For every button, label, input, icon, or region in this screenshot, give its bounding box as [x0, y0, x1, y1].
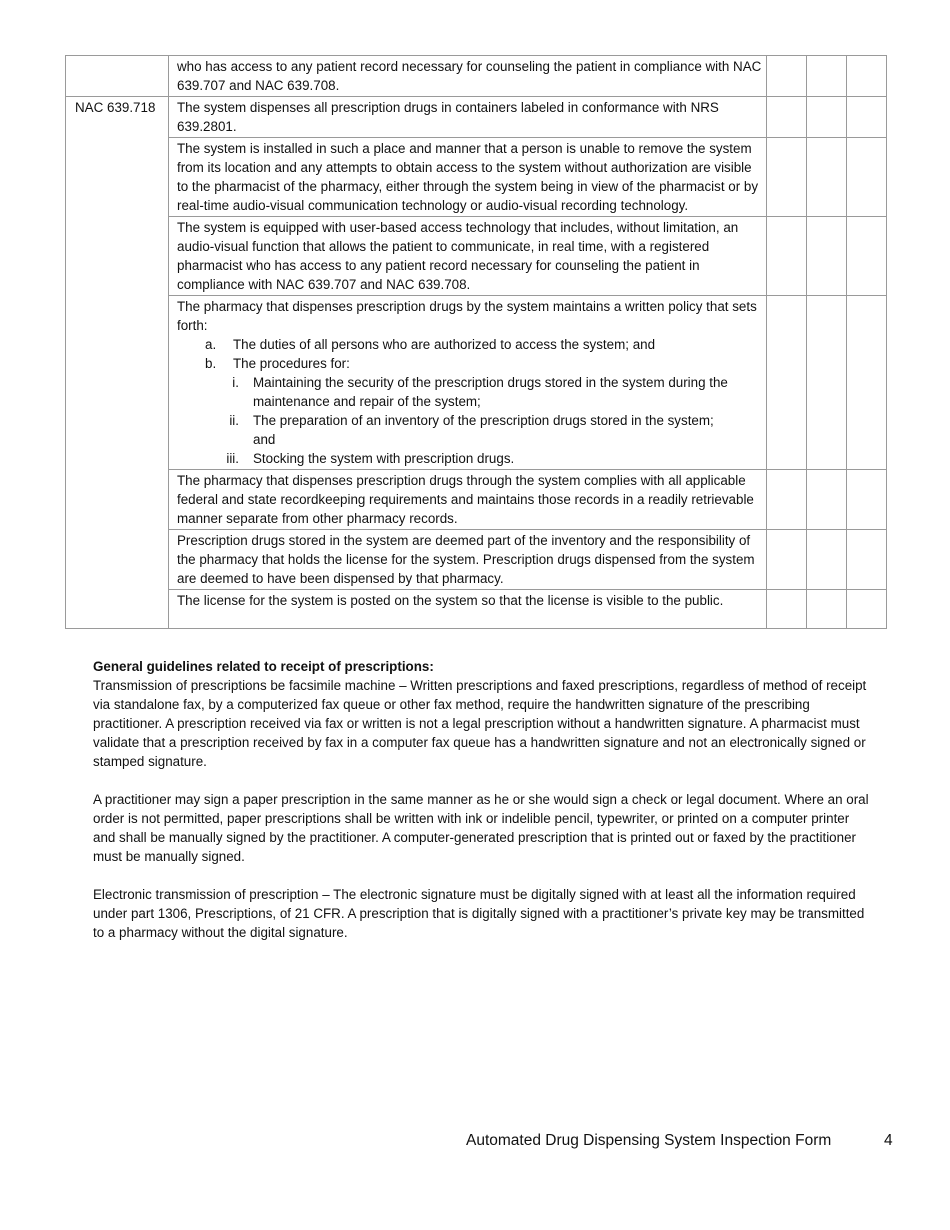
inspection-table [65, 55, 887, 629]
table-row [66, 97, 887, 138]
requirement-cell: The system is installed in such a place and manner that a person is unable to remove the system from its location and any attempts to obtain access to the system without authorization are visible to the pharmacist of the pharmacy, either through the system being in view of the pharmacist or by real-time audio-visual communication technology or audio-visual recording technology. [169, 138, 767, 217]
table-row [66, 56, 887, 97]
list-item-text: The duties of all persons who are authorized to access the system; and [233, 337, 656, 352]
checkbox-cell-yes[interactable] [767, 97, 807, 138]
list-marker: b. [205, 356, 217, 371]
list-item [205, 354, 764, 373]
checkbox-cell-yes[interactable] [767, 296, 807, 470]
guidelines-heading: General guidelines related to receipt of prescriptions: [93, 659, 434, 674]
guidelines-paragraph: Transmission of prescriptions be facsimile machine – Written prescriptions and faxed prescriptions, regardless of method of receipt via standalone fax, by a computerized fax queue or other fax method, require the handwritten signature of the prescribing practitioner. A prescription received via fax or written is not a legal prescription without a handwritten signature. A pharmacist must validate that a prescription received by fax in a computer fax queue has a handwritten signature and not an electronically signed or stamped signature. [93, 678, 867, 769]
checkbox-cell-yes[interactable] [767, 56, 807, 97]
guidelines-paragraph: Electronic transmission of prescription – The electronic signature must be digitally signed with at least all the information required under part 1306, Prescriptions, of 21 CFR. A prescription that is digitally signed with a practitioner’s private key may be transmitted to a pharmacy without the digital signature. [93, 887, 865, 940]
list-item [225, 449, 764, 468]
footer-title: Automated Drug Dispensing System Inspection Form [466, 1132, 832, 1149]
table-row [66, 296, 887, 470]
checkbox-cell-no[interactable] [807, 470, 847, 530]
requirement-cell: The system dispenses all prescription drugs in containers labeled in conformance with NRS 639.2801. [169, 97, 767, 138]
checkbox-cell-yes[interactable] [767, 590, 807, 629]
checkbox-cell-yes[interactable] [767, 470, 807, 530]
list-item [225, 373, 764, 411]
page-number: 4 [884, 1132, 893, 1149]
policy-list [177, 335, 764, 373]
checkbox-cell-na[interactable] [847, 97, 887, 138]
requirement-cell: who has access to any patient record necessary for counseling the patient in compliance with NAC 639.707 and NAC 639.708. [169, 56, 767, 97]
requirement-cell: The pharmacy that dispenses prescription drugs through the system complies with all applicable federal and state recordkeeping requirements and maintains those records in a readily retrievable manner separate from other pharmacy records. [169, 470, 767, 530]
table-row [66, 530, 887, 590]
checkbox-cell-yes[interactable] [767, 138, 807, 217]
checkbox-cell-na[interactable] [847, 138, 887, 217]
checkbox-cell-no[interactable] [807, 56, 847, 97]
guidelines-section [93, 657, 873, 961]
requirement-cell [169, 296, 767, 470]
list-marker: i. [232, 375, 239, 390]
checkbox-cell-na[interactable] [847, 217, 887, 296]
checkbox-cell-no[interactable] [807, 97, 847, 138]
table-row [66, 590, 887, 629]
checkbox-cell-no[interactable] [807, 530, 847, 590]
checkbox-cell-na[interactable] [847, 296, 887, 470]
table-row [66, 470, 887, 530]
list-marker: a. [205, 337, 217, 352]
requirement-cell: The license for the system is posted on the system so that the license is visible to the public. [169, 590, 767, 629]
list-item [205, 335, 764, 354]
list-item [225, 411, 764, 449]
checkbox-cell-na[interactable] [847, 530, 887, 590]
checkbox-cell-na[interactable] [847, 470, 887, 530]
checkbox-cell-yes[interactable] [767, 217, 807, 296]
list-marker: ii. [229, 413, 239, 428]
procedures-list [177, 373, 764, 468]
list-item-text: The preparation of an inventory of the prescription drugs stored in the system; and [253, 413, 714, 447]
checkbox-cell-no[interactable] [807, 138, 847, 217]
list-item-text: The procedures for: [233, 356, 350, 371]
requirement-text: The pharmacy that dispenses prescription drugs by the system maintains a written policy that sets forth: [177, 299, 757, 333]
list-marker: iii. [226, 451, 239, 466]
checkbox-cell-no[interactable] [807, 296, 847, 470]
table-row [66, 138, 887, 217]
checkbox-cell-na[interactable] [847, 590, 887, 629]
checkbox-cell-na[interactable] [847, 56, 887, 97]
citation-cell [66, 56, 169, 97]
guidelines-paragraph: A practitioner may sign a paper prescription in the same manner as he or she would sign a check or legal document. Where an oral order is not permitted, paper prescriptions shall be written with ink or indelible pencil, typewriter, or printed on a computer printer and shall be manually signed by the practitioner. A computer-generated prescription that is printed out or faxed by the practitioner must be manually signed. [93, 792, 869, 864]
list-item-text: Stocking the system with prescription drugs. [253, 451, 515, 466]
checkbox-cell-yes[interactable] [767, 530, 807, 590]
list-item-text: Maintaining the security of the prescription drugs stored in the system during the maintenance and repair of the system; [253, 375, 728, 409]
requirement-cell: Prescription drugs stored in the system are deemed part of the inventory and the responsibility of the pharmacy that holds the license for the system. Prescription drugs dispensed from the system are deemed to have been dispensed by that pharmacy. [169, 530, 767, 590]
requirement-cell: The system is equipped with user-based access technology that includes, without limitation, an audio-visual function that allows the patient to communicate, in real time, with a registered pharmacist who has access to any patient record necessary for counseling the patient in compliance with NAC 639.707 and NAC 639.708. [169, 217, 767, 296]
citation-cell: NAC 639.718 [66, 97, 169, 629]
checkbox-cell-no[interactable] [807, 590, 847, 629]
checkbox-cell-no[interactable] [807, 217, 847, 296]
table-row [66, 217, 887, 296]
